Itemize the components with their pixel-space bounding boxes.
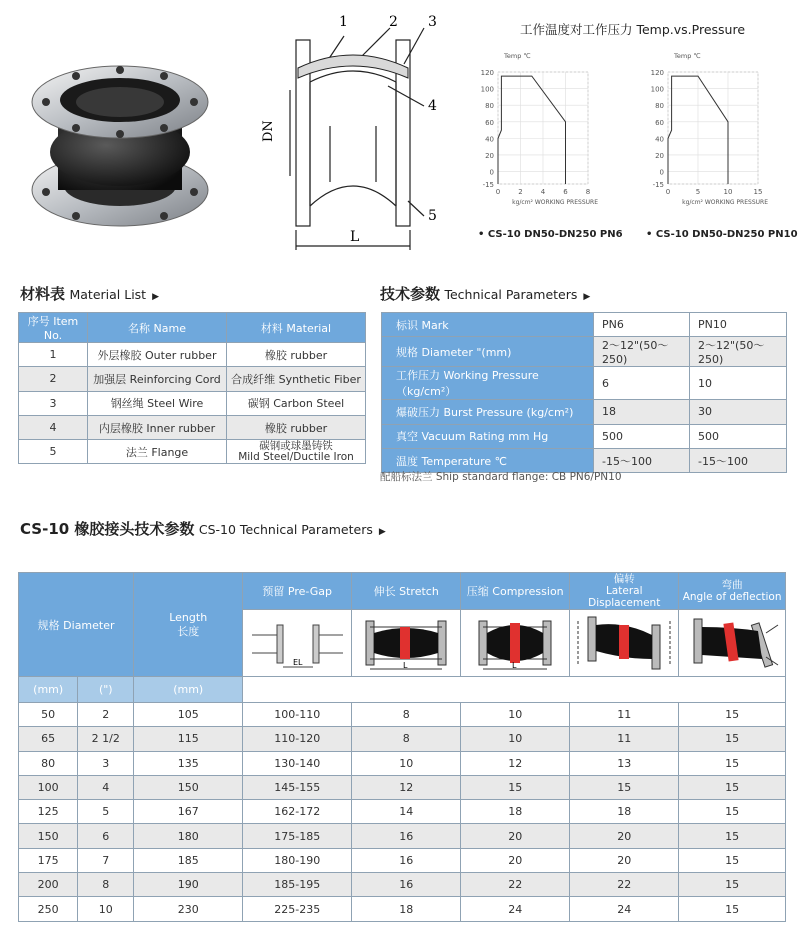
cs10-cell: 16	[352, 873, 461, 897]
cs10-cell: 8	[352, 703, 461, 727]
cs10-cell: 180	[134, 824, 243, 848]
drawing-length-label: L	[350, 229, 360, 245]
tech-label: 真空 Vacuum Rating mm Hg	[382, 424, 594, 448]
cs10-row	[19, 727, 786, 751]
cs10-cell: 15	[679, 824, 786, 848]
cs10-cell: 14	[352, 800, 461, 824]
material-title: 材料表 Material List ▶	[20, 285, 159, 303]
chart-y-tick: 120	[650, 69, 664, 77]
cs10-cell: 200	[19, 873, 78, 897]
material-cell: 钢丝绳 Steel Wire	[88, 391, 227, 415]
chart-pn6	[470, 50, 605, 225]
chart-series-line	[498, 76, 566, 184]
chart-x-tick: 2	[518, 188, 523, 196]
material-row	[19, 343, 366, 367]
cross-section-drawing	[238, 6, 448, 251]
tech-value: 6	[594, 367, 690, 400]
material-cell: 合成纤维 Synthetic Fiber	[227, 367, 366, 391]
cs10-cell: 6	[78, 824, 134, 848]
cs10-table	[18, 572, 786, 922]
cs10-cell: 2 1/2	[78, 727, 134, 751]
material-row	[19, 391, 366, 415]
cs10-cell: 150	[134, 775, 243, 799]
cs10-cell: 20	[570, 824, 679, 848]
material-cell: 加强层 Reinforcing Cord	[88, 367, 227, 391]
cs10-cell: 11	[570, 703, 679, 727]
cs10-cell: 20	[461, 848, 570, 872]
chart-y-tick: 100	[480, 85, 494, 94]
ship-flange-note: 配船标法兰 Ship standard flange: CB PN6/PN10	[380, 471, 622, 483]
pregap-figure	[243, 610, 352, 677]
cs10-cell: 12	[461, 751, 570, 775]
chart-y-tick: 80	[485, 102, 494, 111]
material-cell: 3	[19, 391, 88, 415]
material-cell: 法兰 Flange	[88, 440, 227, 464]
material-cell: 4	[19, 415, 88, 439]
tech-value: 10	[690, 367, 787, 400]
material-cell: 1	[19, 343, 88, 367]
cs10-cell: 15	[679, 727, 786, 751]
cs10-cell: 10	[352, 751, 461, 775]
cs10-cell: 18	[352, 897, 461, 921]
cs10-cell: 4	[78, 775, 134, 799]
tech-label: 爆破压力 Burst Pressure (kg/cm²)	[382, 400, 594, 424]
chart-y-tick: 40	[655, 135, 664, 144]
cs10-stretch-header: 伸长 Stretch	[352, 573, 461, 610]
material-cell: 橡胶 rubber	[227, 343, 366, 367]
cs10-row	[19, 848, 786, 872]
cs10-cell: 24	[570, 897, 679, 921]
cs10-cell: 185	[134, 848, 243, 872]
stretch-l-label: L	[403, 661, 408, 670]
chart-y-tick: 40	[485, 135, 494, 144]
tech-row	[382, 313, 787, 337]
cs10-cell: 100	[19, 775, 78, 799]
chart-y-tick: -15	[652, 181, 664, 189]
cs10-cell: 125	[19, 800, 78, 824]
tech-title: 技术参数 Technical Parameters ▶	[380, 285, 591, 303]
chart-pn10	[640, 50, 775, 225]
tech-row	[382, 400, 787, 424]
cs10-cell: 80	[19, 751, 78, 775]
cs10-cell: 15	[570, 775, 679, 799]
cs10-cell: 18	[461, 800, 570, 824]
cs10-row	[19, 800, 786, 824]
cs10-cell: 50	[19, 703, 78, 727]
chart-y-tick: 120	[480, 69, 494, 77]
tech-label: 工作压力 Working Pressure（kg/cm²）	[382, 367, 594, 400]
cs10-length-header: Length 长度	[134, 573, 243, 677]
cs10-cell: 24	[461, 897, 570, 921]
cs10-cell: 185-195	[243, 873, 352, 897]
cs10-cell: 15	[679, 848, 786, 872]
cs10-cell: 135	[134, 751, 243, 775]
material-row	[19, 415, 366, 439]
cs10-cell: 16	[352, 824, 461, 848]
cs10-row	[19, 873, 786, 897]
cs10-lateral-header: 偏转 Lateral Displacement	[570, 573, 679, 610]
chart-x-tick: 0	[665, 188, 671, 196]
material-cell: 5	[19, 440, 88, 464]
chart-y-tick: 80	[655, 102, 664, 111]
tech-value: 30	[690, 400, 787, 424]
chart-x-tick: 4	[540, 188, 546, 196]
material-row	[19, 440, 366, 464]
cs10-row	[19, 775, 786, 799]
cs10-cell: 100-110	[243, 703, 352, 727]
tech-value: -15～100	[690, 448, 787, 472]
tech-value: PN6	[594, 313, 690, 337]
cs10-cell: 15	[679, 751, 786, 775]
chart-x-tick: 8	[585, 188, 591, 196]
chart-y-tick: 20	[485, 151, 494, 160]
cs10-cell: 18	[570, 800, 679, 824]
cs10-row	[19, 703, 786, 727]
tech-row	[382, 367, 787, 400]
cs10-cell: 15	[679, 775, 786, 799]
material-header: 材料 Material	[227, 313, 366, 343]
drawing-label-5: 5	[428, 208, 437, 224]
material-cell: 碳钢 Carbon Steel	[227, 391, 366, 415]
tech-row	[382, 424, 787, 448]
chart-y-tick: 0	[659, 168, 664, 177]
tech-value: -15～100	[594, 448, 690, 472]
cs10-cell: 22	[461, 873, 570, 897]
cs10-cell: 110-120	[243, 727, 352, 751]
chart-x-tick: 0	[495, 188, 501, 196]
chart-y-label: Temp ℃	[504, 52, 531, 60]
cs10-cell: 190	[134, 873, 243, 897]
cs10-cell: 20	[570, 848, 679, 872]
drawing-label-2: 2	[389, 14, 398, 30]
pregap-el-label: EL	[293, 658, 303, 667]
cs10-cell: 20	[461, 824, 570, 848]
cs10-cell: 150	[19, 824, 78, 848]
cs10-cell: 162-172	[243, 800, 352, 824]
cs10-row	[19, 824, 786, 848]
tech-label: 标识 Mark	[382, 313, 594, 337]
tech-value: 2～12"(50～250)	[594, 337, 690, 367]
material-cell: 内层橡胶 Inner rubber	[88, 415, 227, 439]
cs10-cell: 167	[134, 800, 243, 824]
unit-mm: (mm)	[19, 677, 78, 703]
chart-x-label: kg/cm² WORKING PRESSURE	[512, 199, 598, 206]
cs10-cell: 3	[78, 751, 134, 775]
cs10-cell: 175-185	[243, 824, 352, 848]
cs10-cell: 15	[461, 775, 570, 799]
drawing-dn-label: DN	[261, 120, 276, 142]
unit-inch: (")	[78, 677, 134, 703]
material-header: 序号 Item No.	[19, 313, 88, 343]
material-cell: 碳钢或球墨铸铁 Mild Steel/Ductile Iron	[227, 440, 366, 464]
cs10-cell: 175	[19, 848, 78, 872]
tech-value: 18	[594, 400, 690, 424]
cs10-cell: 7	[78, 848, 134, 872]
chart-x-tick: 15	[753, 188, 763, 196]
cs10-title: CS-10 橡胶接头技术参数 CS-10 Technical Parameters ▶	[20, 520, 386, 538]
cs10-row	[19, 751, 786, 775]
chart-y-tick: -15	[482, 181, 494, 189]
chart-x-tick: 5	[695, 188, 701, 196]
cs10-cell: 10	[461, 703, 570, 727]
drawing-label-3: 3	[428, 14, 437, 30]
tech-value: 2～12"(50～250)	[690, 337, 787, 367]
cs10-row	[19, 897, 786, 921]
cs10-cell: 11	[570, 727, 679, 751]
cs10-cell: 10	[461, 727, 570, 751]
chart-x-tick: 6	[563, 188, 568, 196]
angle-figure	[679, 610, 786, 677]
cs10-diameter-header: 规格 Diameter	[19, 573, 134, 677]
chart-y-tick: 60	[655, 118, 664, 127]
cs10-cell: 10	[78, 897, 134, 921]
drawing-label-1: 1	[339, 14, 348, 30]
tech-value: 500	[594, 424, 690, 448]
cs10-pregap-header: 预留 Pre-Gap	[243, 573, 352, 610]
cs10-angle-header: 弯曲 Angle of deflection	[679, 573, 786, 610]
material-row	[19, 367, 366, 391]
chart-y-tick: 100	[650, 85, 664, 94]
chart-title: 工作温度对工作压力 Temp.vs.Pressure	[520, 22, 746, 37]
cs10-cell: 12	[352, 775, 461, 799]
tech-label: 规格 Diameter "(mm)	[382, 337, 594, 367]
lateral-figure	[570, 610, 679, 677]
cs10-cell: 180-190	[243, 848, 352, 872]
tech-table	[381, 312, 787, 473]
chart-caption-pn6: • CS-10 DN50-DN250 PN6	[478, 229, 623, 240]
chart-x-label: kg/cm² WORKING PRESSURE	[682, 199, 768, 206]
cs10-cell: 250	[19, 897, 78, 921]
cs10-cell: 65	[19, 727, 78, 751]
cs10-cell: 145-155	[243, 775, 352, 799]
product-photo	[28, 62, 213, 230]
compression-l-label: L	[512, 661, 517, 670]
compression-figure	[461, 610, 570, 677]
cs10-cell: 5	[78, 800, 134, 824]
tech-value: 500	[690, 424, 787, 448]
chart-y-label: Temp ℃	[674, 52, 701, 60]
tech-row	[382, 337, 787, 367]
cs10-cell: 8	[78, 873, 134, 897]
cs10-cell: 13	[570, 751, 679, 775]
cs10-cell: 230	[134, 897, 243, 921]
cs10-cell: 130-140	[243, 751, 352, 775]
cs10-cell: 105	[134, 703, 243, 727]
tech-label: 温度 Temperature ℃	[382, 448, 594, 472]
material-cell: 橡胶 rubber	[227, 415, 366, 439]
cs10-compression-header: 压缩 Compression	[461, 573, 570, 610]
cs10-cell: 15	[679, 873, 786, 897]
chart-caption-pn10: • CS-10 DN50-DN250 PN10	[646, 229, 798, 240]
chart-y-tick: 60	[485, 118, 494, 127]
material-table	[18, 312, 366, 464]
stretch-figure	[352, 610, 461, 677]
chart-y-tick: 0	[489, 168, 494, 177]
cs10-cell: 225-235	[243, 897, 352, 921]
material-cell: 2	[19, 367, 88, 391]
cs10-cell: 115	[134, 727, 243, 751]
cs10-cell: 15	[679, 800, 786, 824]
cs10-cell: 15	[679, 897, 786, 921]
cs10-cell: 2	[78, 703, 134, 727]
chart-y-tick: 20	[655, 151, 664, 160]
material-header: 名称 Name	[88, 313, 227, 343]
tech-value: PN10	[690, 313, 787, 337]
material-cell: 外层橡胶 Outer rubber	[88, 343, 227, 367]
cs10-cell: 8	[352, 727, 461, 751]
cs10-cell: 16	[352, 848, 461, 872]
cs10-cell: 15	[679, 703, 786, 727]
cs10-cell: 22	[570, 873, 679, 897]
chart-x-tick: 10	[723, 188, 733, 196]
drawing-label-4: 4	[428, 98, 437, 114]
unit-length-mm: (mm)	[134, 677, 243, 703]
